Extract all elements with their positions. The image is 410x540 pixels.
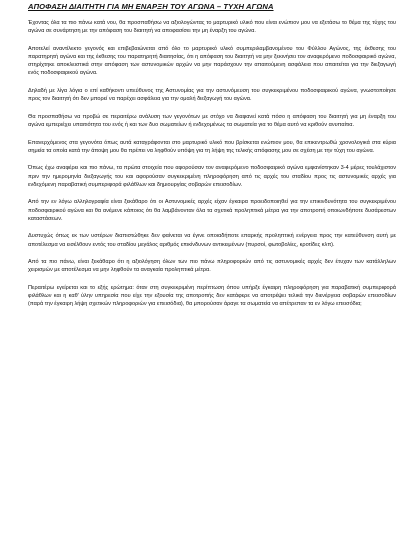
document-title: ΑΠΟΦΑΣΗ ΔΙΑΙΤΗΤΗ ΓΙΑ ΜΗ ΕΝΑΡΞΗ ΤΟΥ ΑΓΩΝΑ – ΤΥΧΗ ΑΓΩΝΑ xyxy=(28,2,274,11)
paragraph-2: Αποτελεί αναντίλεκτο γεγονός και επιβεβαιώνεται από όλο το μαρτυρικό υλικό συμπεριλαμβανομένου του Φύλλου Αγώνος, της έκθεσης του παρατηρητή αγώνα και της έκθεσης του παρατηρητή διαιτησίας, ότι η απόφαση του διαιτητή να μην ξεκινήσει τον αναφερόμενο ποδοσφαιρικό αγώνα, στηρίχτηκε αποκλειστικά στην απόφαση των αστυνομικών αρχών να μην παράσχουν την απαιτούμενη ασφάλεια που απαιτείται για την διεξαγωγή ενός ποδοσφαιρικού αγώνα. xyxy=(28,45,396,77)
paragraph-3: Δηλαδή με λίγα λόγια ο επί καθήκοντι υπεύθυνος της Αστυνομίας για την αστυνόμευση του συγκεκριμένου ποδοσφαιρικού αγώνα, γνωστοποίησε προς τον διαιτητή ότι δεν μπορεί να παρέχει ασφάλεια για την ομαλή διεξαγωγή του αγώνα. xyxy=(28,88,396,103)
paragraph-5: Επανερχόμενος στα γεγονότα όπως αυτά καταγράφονται στο μαρτυρικό υλικό που βρίσκεται ενώπιον μου, θα επικεντρωθώ χρονολογικά στα κύρια σημεία τα οποία κατά την άποψη μου θα πρέπει να ληφθούν υπόψη για τη λήψη της τελικής απόφασης μου σε σχέση με την τύχη του αγώνα. xyxy=(28,139,396,154)
paragraph-10: Περαιτέρω εγείρεται και το εξής ερώτημα: όταν στη συγκεκριμένη περίπτωση όπου υπήρξε έγκαιρη πληροφόρηση για παραβατική συμπεριφορά φιλάθλων και η καθ' ύλην υπηρεσία που είχε την εξουσία της αποτροπής δεν κατάφερε να αποτρέψει τελικά την διενέργεια σοβαρών επεισοδίων (παρά την έγκαιρη λήψη σχετικών πληροφοριών για επεισόδια), θα μπορούσαν άραγε τα σωματεία να απέτρεπαν τα εν λόγω επεισόδια; xyxy=(28,284,396,308)
paragraph-8: Δυστυχώς όπως εκ των υστέρων διαπιστώθηκε δεν φαίνεται να έγινε οποιαδήποτε επαρκής προληπτική ενέργεια προς την κατεύθυνση αυτή με αποτέλεσμα να εισέλθουν εντός του σταδίου μεγάλος αριθμός επικίνδυνων αντικειμένων (πυρσοί, φωτοβολίες, κροτίδες κλπ). xyxy=(28,233,396,248)
paragraph-6: Όπως έχω αναφέρει και πιο πάνω, τα πρώτα στοιχεία που αφορούσαν τον αναφερόμενο ποδοσφαιρικό αγώνα εμφανίστηκαν 3-4 μέρες τουλάχιστον πριν την ημερομηνία διεξαγωγής του και αφορούσαν συγκεκριμένη πληροφόρηση από τις αρχές του σταδίου προς τις αστυνομικές αρχές για ενδεχόμενη παραβατική συμπεριφορά φιλάθλων και δημιουργίας σοβαρών επεισοδίων. xyxy=(28,165,396,188)
paragraph-1: Έχοντας όλα τα πιο πάνω κατά νου, θα προσπαθήσω να αξιολογώντας το μαρτυρικό υλικό που είναι ενώπιον μου να εξετάσω το θέμα της τύχης του αγώνα σε συνάρτηση με την απόφαση του διαιτητή να αποφασίσει την μη έναρξη του αγώνα. xyxy=(28,20,396,35)
paragraph-9: Από τα πιο πάνω, είναι ξεκάθαρο ότι η αξιολόγηση όλων των πιο πάνω πληροφοριών από τις αστυνομικές αρχές δεν έτυχαν των κατάλληλων χειρισμών με αποτέλεσμα να μην ληφθούν τα αναγκαία προληπτικά μέτρα. xyxy=(28,259,396,274)
paragraph-7: Από την εν λόγω αλληλογραφία είναι ξεκάθαρο ότι οι Αστυνομικές αρχές είχαν έγκαιρα προειδοποιηθεί για την επικινδυνότητα του συγκεκριμένου ποδοσφαιρικού αγώνα και θα ανέμενε κάποιος ότι θα λαμβάνονταν όλα τα σχετικά προληπτικά μέτρα για την αποτροπή οποιωνδήποτε δυσάρεστων καταστάσεων. xyxy=(28,199,396,222)
paragraph-4: Θα προσπαθήσω να προβώ σε περαιτέρω ανάλυση των γεγονότων με στόχο να διαφανεί κατά πόσο η απόφαση του διαιτητή για μη έναρξη του αγώνα εμπεριέχει υπαιτιότητα του ενός ή και των δυο σωματείων ή ενδεχομένως τα σωματεία για το θέμα αυτό να κριθούν ανυπαίτια. xyxy=(28,113,396,128)
